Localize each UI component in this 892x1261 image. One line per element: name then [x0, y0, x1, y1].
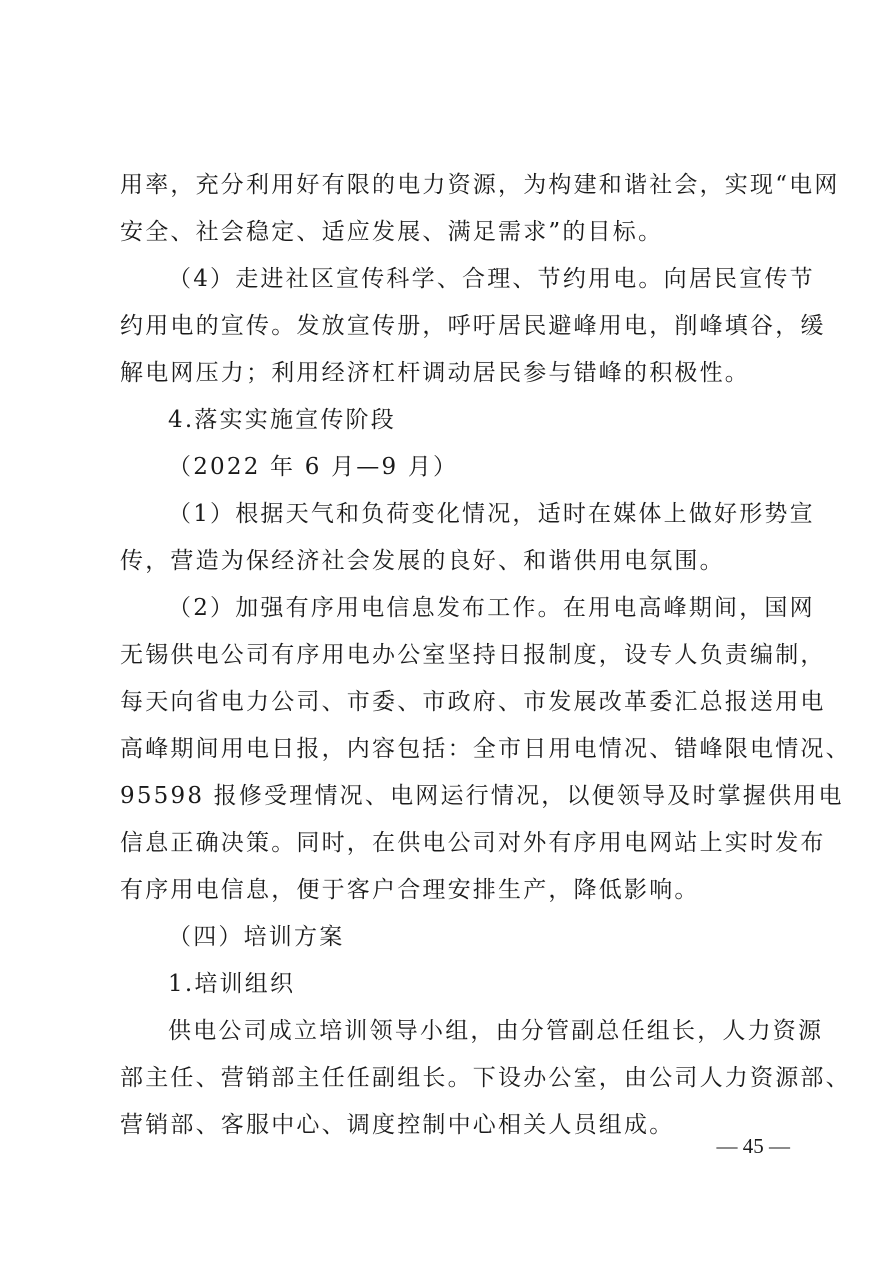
text-line: 传，营造为保经济社会发展的良好、和谐供用电氛围。 [120, 548, 725, 574]
page-number: — 45 — [716, 1134, 790, 1158]
text-line: 用率，充分利用好有限的电力资源，为构建和谐社会，实现“电网 [120, 172, 840, 198]
text-line: 供电公司成立培训领导小组，由分管副总任组长，人力资源 [168, 1018, 824, 1044]
text-line: （4）走进社区宣传科学、合理、节约用电。向居民宣传节 [168, 266, 815, 292]
text-line: 安全、社会稳定、适应发展、满足需求”的目标。 [120, 219, 664, 245]
text-line: 信息正确决策。同时，在供电公司对外有序用电网站上实时发布 [120, 830, 826, 856]
text-line: （1）根据天气和负荷变化情况，适时在媒体上做好形势宣 [168, 501, 815, 527]
body-text [120, 162, 851, 1149]
text-line: 无锡供电公司有序用电办公室坚持日报制度，设专人负责编制， [120, 642, 826, 668]
section-heading: （四）培训方案 [168, 924, 345, 950]
text-line: 有序用电信息，便于客户合理安排生产，降低影响。 [120, 877, 700, 903]
text-line: （2）加强有序用电信息发布工作。在用电高峰期间，国网 [168, 595, 815, 621]
text-line: 营销部、客服中心、调度控制中心相关人员组成。 [120, 1112, 675, 1138]
text-line: 95598 报修受理情况、电网运行情况，以便领导及时掌握供用电 [120, 783, 844, 809]
date-range: （2022 年 6 月—9 月） [168, 454, 459, 480]
text-line: 约用电的宣传。发放宣传册，呼吁居民避峰用电，削峰填谷，缓 [120, 313, 826, 339]
text-line: 高峰期间用电日报，内容包括：全市日用电情况、错峰限电情况、 [120, 736, 851, 762]
text-line: 每天向省电力公司、市委、市政府、市发展改革委汇总报送用电 [120, 689, 826, 715]
text-line: 解电网压力；利用经济杠杆调动居民参与错峰的积极性。 [120, 360, 750, 386]
text-line: 部主任、营销部主任任副组长。下设办公室，由公司人力资源部、 [120, 1065, 851, 1091]
section-heading: 4.落实实施宣传阶段 [168, 407, 396, 433]
subsection-heading: 1.培训组织 [168, 971, 296, 997]
